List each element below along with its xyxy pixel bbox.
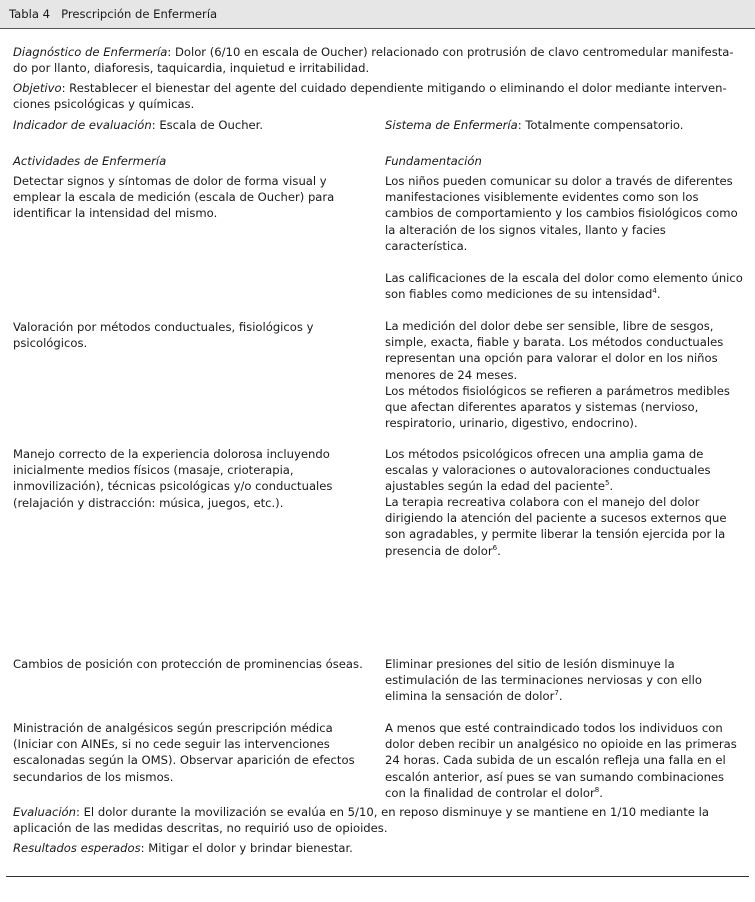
evaluation-section: Evaluación: El dolor durante la movilización se evalúa en 5/10, en reposo disminuye y se mantiene en 1/10 mediante la aplicación de las medidas descritas, no requirió uso de opioides. <box>13 805 709 836</box>
reference-4: 4 <box>652 287 657 296</box>
rationale-3a: Los métodos psicológicos ofrecen una amplia gama de escalas y valoraciones o autovaloraciones conductuales ajustables según la edad del paciente$^5$. <box>385 447 711 494</box>
rationale-1b-text: Las calificaciones de la escala del dolor como elemento único son fiables como mediciones de su intensidad <box>385 271 743 302</box>
system-text: Totalmente compensatorio. <box>525 118 684 132</box>
diagnosis-label: Diagnóstico de Enfermería <box>13 45 168 59</box>
activity-2: Valoración por métodos conductuales, fisiológicos y psicológicos. <box>13 320 314 351</box>
rationale-2a: La medición del dolor debe ser sensible, libre de sesgos, simple, exacta, fiable y barata. Los métodos conductuales representan una opción para valorar el dolor en los niños menores de 24 meses. <box>385 319 724 382</box>
activity-3: Manejo correcto de la experiencia dolorosa incluyendo inicialmente medios físicos (masaje, crioterapia, inmovilización), técnicas psicológicas y/o conductuales (relajación y distracción: música, juegos, etc.). <box>13 447 333 510</box>
reference-6: 6 <box>492 543 498 552</box>
rationale-1b: Las calificaciones de la escala del dolor como elemento único son fiables como mediciones de su intensidad$^4$. <box>385 271 743 302</box>
system-section: Sistema de Enfermería: Totalmente compensatorio. <box>385 118 684 132</box>
activity-4: Cambios de posición con protección de prominencias óseas. <box>13 657 363 671</box>
reference-8: 8 <box>594 785 600 794</box>
objective-label: Objetivo <box>13 81 62 95</box>
rationale-4: Eliminar presiones del sitio de lesión disminuye la estimulación de las terminaciones nerviosas y con ello elimina la sensación de dolor$^7$. <box>385 657 702 704</box>
expected-results-section: Resultados esperados: Mitigar el dolor y brindar bienestar. <box>13 841 353 855</box>
table-caption <box>9 6 217 22</box>
rationale-3b: La terapia recreativa colabora con el manejo del dolor dirigiendo la atención del paciente a sucesos externos que son agradables, y permite liberar la tensión ejercida por la presencia de dolor$^6$. <box>385 495 727 558</box>
evaluation-label: Evaluación <box>13 805 77 819</box>
reference-5: 5 <box>605 479 610 488</box>
expected-results-label: Resultados esperados <box>13 841 141 855</box>
table-title: Prescripción de Enfermería <box>61 7 218 21</box>
table-bottom-rule <box>6 876 749 877</box>
rationale-header: Fundamentación <box>385 154 482 168</box>
objective-text: Restablecer el bienestar del agente del cuidado dependiente mitigando o eliminando el dolor mediante interven-ciones psicológicas y químicas. <box>13 81 727 112</box>
activity-5: Ministración de analgésicos según prescripción médica (Iniciar con AINEs, si no cede seguir las intervenciones escalonadas según la OMS). Observar aparición de efectos secundarios de los mismos. <box>13 721 355 784</box>
reference-7: 7 <box>554 689 559 698</box>
rationale-2b: Los métodos fisiológicos se refieren a parámetros medibles que afectan diferentes aparatos y sistemas (nervioso, respiratorio, urinario, digestivo, endocrino). <box>385 384 730 431</box>
rationale-1a: Los niños pueden comunicar su dolor a través de diferentes manifestaciones visiblemente evidentes como son los cambios de comportamiento y los cambios fisiológicos como la alteración de los signos vitales, llanto y facies característica. <box>385 174 738 253</box>
indicator-label: Indicador de evaluación <box>13 118 152 132</box>
diagnosis-text: Dolor (6/10 en escala de Oucher) relacionado con protrusión de clavo centromedular manifesta-do por llanto, diaforesis, taquicardia, inquietud e irritabilidad. <box>13 45 734 76</box>
evaluation-text: El dolor durante la movilización se evalúa en 5/10, en reposo disminuye y se mantiene en 1/10 mediante la aplicación de las medidas descritas, no requirió uso de opioides. <box>13 805 709 836</box>
activity-1: Detectar signos y síntomas de dolor de forma visual y emplear la escala de medición (escala de Oucher) para identificar la intensidad del mismo. <box>13 174 335 221</box>
table-label: Tabla 4 <box>9 7 51 21</box>
rationale-3a-text: Los métodos psicológicos ofrecen una amplia gama de escalas y valoraciones o autovaloraciones conductuales ajustables según la edad del paciente <box>385 447 711 494</box>
rationale-4-text: Eliminar presiones del sitio de lesión disminuye la estimulación de las terminaciones nerviosas y con ello elimina la sensación de dolor <box>385 657 702 704</box>
indicator-text: Escala de Oucher. <box>159 118 264 132</box>
rationale-3b-text: La terapia recreativa colabora con el manejo del dolor dirigiendo la atención del paciente a sucesos externos que son agradables, y permite liberar la tensión ejercida por la presencia de dolor <box>385 495 727 558</box>
indicator-section: Indicador de evaluación: Escala de Oucher. <box>13 118 264 132</box>
system-label: Sistema de Enfermería <box>385 118 518 132</box>
activities-header: Actividades de Enfermería <box>13 154 167 168</box>
diagnosis-section: Diagnóstico de Enfermería: Dolor (6/10 en escala de Oucher) relacionado con protrusión de clavo centromedular manifesta-do por llanto, diaforesis, taquicardia, inquietud e irritabilidad. <box>13 45 734 76</box>
rationale-5: A menos que esté contraindicado todos los individuos con dolor deben recibir un analgésico no opioide en las primeras 24 horas. Cada subida de un escalón refleja una falla en el escalón anterior, así pues se van sumando combinaciones con la finalidad de controlar el dolor$^8$. <box>385 721 737 800</box>
table-title-bar <box>0 0 755 29</box>
objective-section: Objetivo: Restablecer el bienestar del agente del cuidado dependiente mitigando o eliminando el dolor mediante interven-ciones psicológicas y químicas. <box>13 81 727 112</box>
rationale-5-text: A menos que esté contraindicado todos los individuos con dolor deben recibir un analgésico no opioide en las primeras 24 horas. Cada subida de un escalón refleja una falla en el escalón anterior, así pues se van sumando combinaciones con la finalidad de controlar el dolor <box>385 721 737 800</box>
expected-results-text: Mitigar el dolor y brindar bienestar. <box>148 841 353 855</box>
